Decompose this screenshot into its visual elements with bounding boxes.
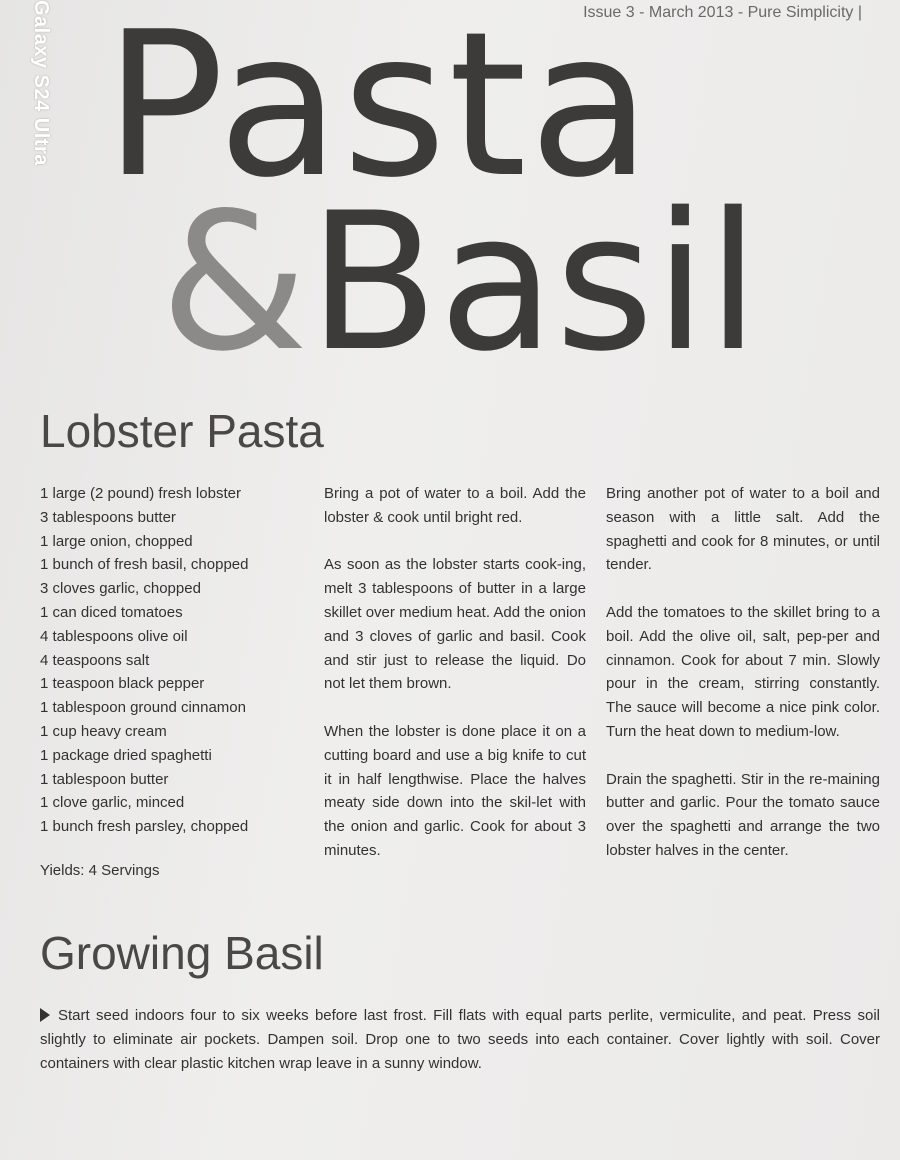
ingredient-item: 1 large (2 pound) fresh lobster	[40, 485, 241, 502]
ingredient-item: 4 tablespoons olive oil	[40, 627, 188, 645]
instruction-paragraph: Bring another pot of water to a boil and season with a little salt. Add the spaghetti and cook for 8 minutes, or until tender.	[606, 485, 880, 574]
instruction-paragraph: Add the tomatoes to the skillet bring to a boil. Add the olive oil, salt, pep-per and cinnamon. Cook for about 7 min. Slowly pour in the cream, stirring constantly. The sauce will become a nice pink color. Turn the heat down to medium-low.	[606, 603, 880, 740]
ingredient-item: 1 tablespoon ground cinnamon	[40, 699, 246, 717]
issue-masthead: Issue 3 - March 2013 - Pure Simplicity |	[583, 4, 862, 21]
instruction-paragraph: As soon as the lobster starts cook-ing, melt 3 tablespoons of butter in a large skillet over medium heat. Add the onion and 3 cloves of garlic and basil. Cook and stir just to release the liquid. Do not let them brown.	[324, 556, 586, 693]
growing-text: Start seed indoors four to six weeks before last frost. Fill flats with equal parts perlite, vermiculite, and peat. Press soil slightly to eliminate air pockets. Dampen soil. Drop one to two seeds into each container. Cover lightly with soil. Cover containers with clear plastic kitchen wrap leave in a sunny window.	[40, 1007, 880, 1072]
instruction-paragraph: When the lobster is done place it on a cutting board and use a big knife to cut it in half lengthwise. Place the halves meaty side down into the skil-let with the onion and garlic. Cook for about 3 minutes.	[324, 722, 586, 859]
ingredient-item: 4 teaspoons salt	[40, 651, 150, 669]
title-ampersand: &	[160, 172, 309, 393]
ingredient-item: 1 package dried spaghetti	[40, 746, 212, 764]
ingredient-item: 1 bunch fresh parsley, chopped	[40, 818, 249, 836]
ingredient-item: 1 tablespoon butter	[40, 770, 169, 788]
growing-heading: Growing Basil	[40, 927, 324, 979]
recipe-heading: Lobster Pasta	[40, 405, 324, 457]
instructions-column-1	[324, 482, 586, 887]
ingredient-item: 1 bunch of fresh basil, chopped	[40, 556, 249, 574]
ingredient-item: 3 tablespoons butter	[40, 508, 176, 526]
ingredient-item: 1 can diced tomatoes	[40, 603, 183, 621]
ingredient-item: 1 large onion, chopped	[40, 532, 193, 550]
title-basil-word: Basil	[308, 172, 760, 393]
instruction-paragraph: Drain the spaghetti. Stir in the re-maining butter and garlic. Pour the tomato sauce over the spaghetti and arrange the two lobster halves in the center.	[606, 770, 880, 859]
title-basil	[160, 172, 760, 393]
camera-watermark: Galaxy S24 Ultra	[30, 0, 52, 166]
instruction-paragraph: Bring a pot of water to a boil. Add the lobster & cook until bright red.	[324, 485, 586, 526]
arrow-right-icon	[40, 1008, 50, 1022]
yields-text: Yields: 4 Servings	[40, 862, 160, 879]
ingredient-item: 1 clove garlic, minced	[40, 794, 185, 812]
ingredient-item: 1 teaspoon black pepper	[40, 675, 205, 693]
ingredient-item: 1 cup heavy cream	[40, 722, 167, 740]
title-pasta: Pasta	[104, 0, 654, 222]
instructions-column-2	[606, 482, 880, 887]
growing-paragraph	[40, 1004, 880, 1076]
ingredient-item: 3 cloves garlic, chopped	[40, 580, 201, 598]
ingredient-list	[40, 482, 310, 839]
